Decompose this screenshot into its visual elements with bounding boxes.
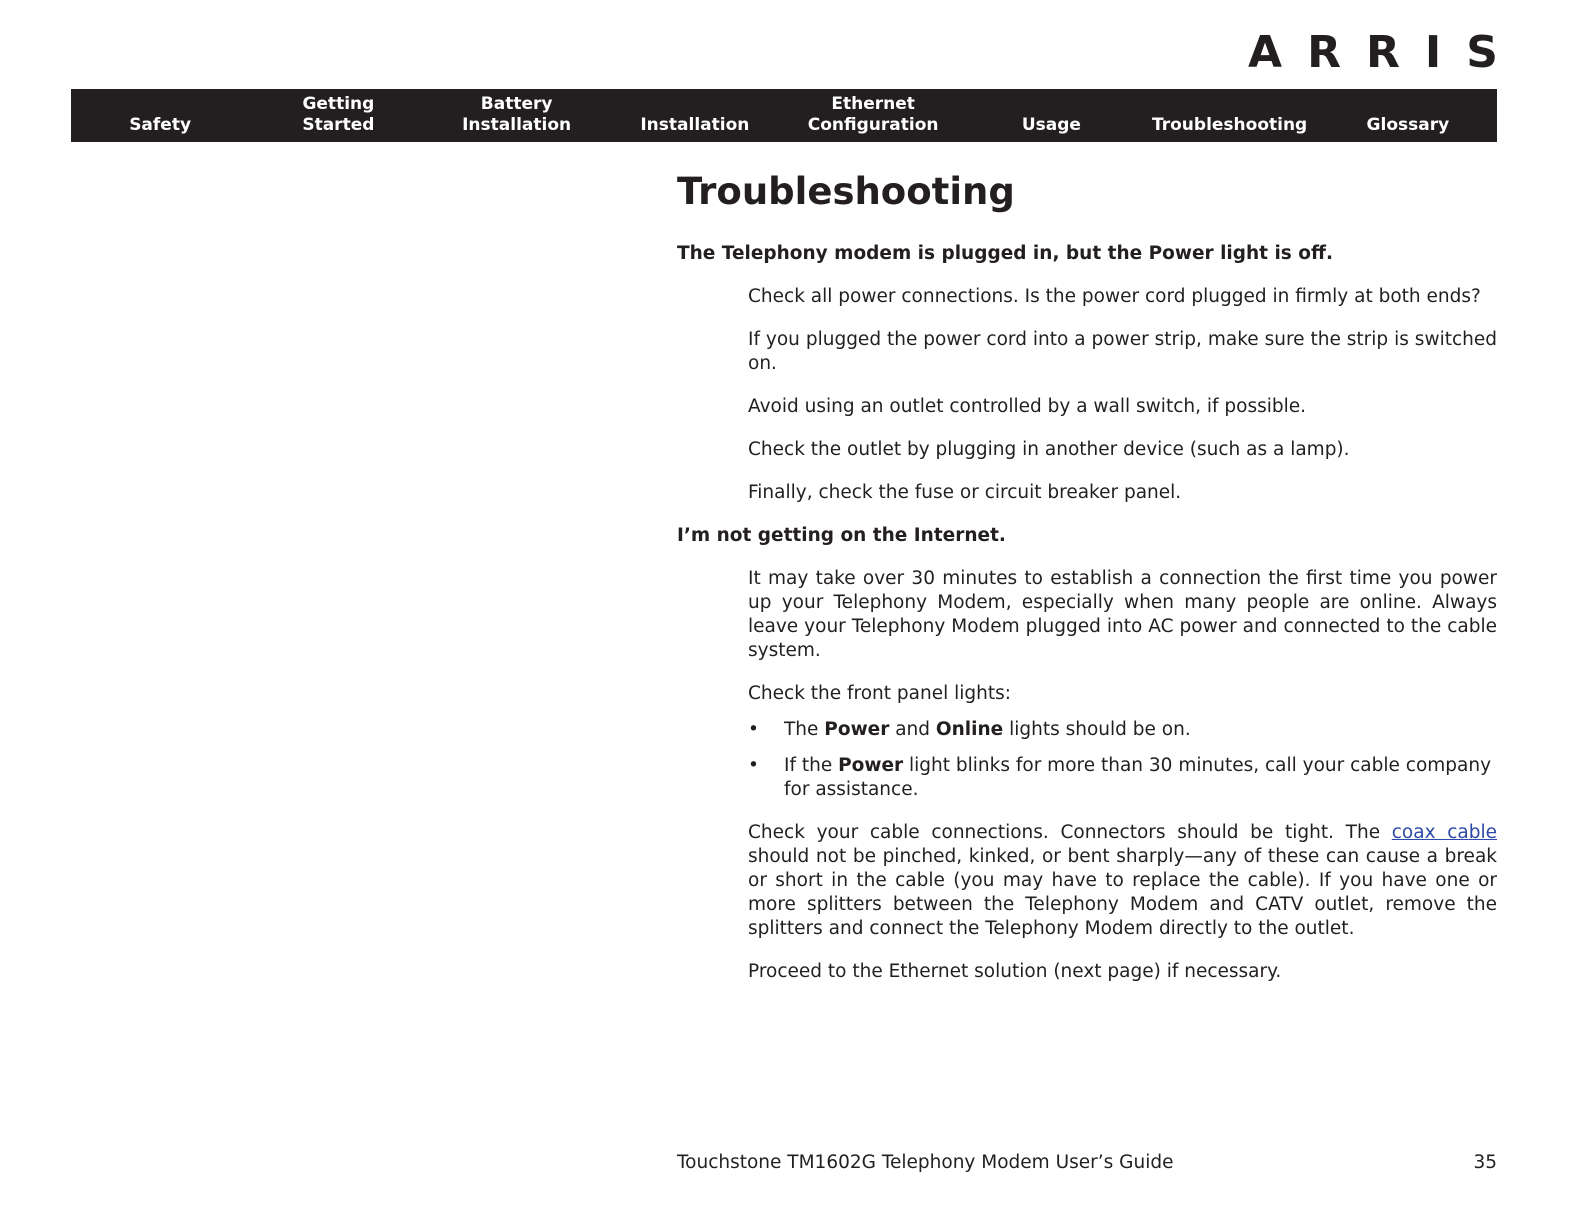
nav-troubleshooting[interactable]: Troubleshooting — [1152, 115, 1308, 135]
nav-getting-started[interactable]: Getting Started — [302, 94, 375, 135]
page-number: 35 — [1473, 1152, 1497, 1173]
chapter-nav — [71, 89, 1497, 142]
nav-safety[interactable]: Safety — [129, 115, 192, 135]
section-heading: I’m not getting on the Internet. — [677, 525, 1006, 546]
nav-ethernet-configuration[interactable]: Ethernet Configuration — [807, 94, 939, 135]
arris-logo — [1248, 30, 1498, 72]
bold-text: Online — [935, 719, 1004, 740]
text: lights should be on. — [1003, 719, 1191, 740]
text: If the — [784, 755, 839, 776]
svg-text:ARRIS: ARRIS — [1248, 30, 1498, 72]
guide-title: Touchstone TM1602G Telephony Modem User’s Guide — [677, 1152, 1174, 1173]
section-heading: The Telephony modem is plugged in, but the Power light is off. — [677, 243, 1333, 264]
text: and — [889, 719, 936, 740]
paragraph: Proceed to the Ethernet solution (next page) if necessary. — [748, 961, 1282, 982]
bullet-item — [748, 754, 1497, 802]
bullet-list — [748, 718, 1497, 802]
paragraph: Finally, check the fuse or circuit breaker panel. — [748, 482, 1182, 503]
paragraph: Check the front panel lights: — [748, 683, 1012, 704]
coax-cable-link[interactable]: coax cable — [1391, 822, 1497, 843]
bold-text: Power — [824, 719, 890, 740]
nav-usage[interactable]: Usage — [1021, 115, 1081, 135]
paragraph: Check all power connections. Is the power cord plugged in firmly at both ends? — [748, 286, 1481, 307]
paragraph: Check the outlet by plugging in another device (such as a lamp). — [748, 439, 1350, 460]
paragraph: Avoid using an outlet controlled by a wall switch, if possible. — [748, 396, 1307, 417]
bold-text: Power — [838, 755, 904, 776]
text: Check your cable connections. Connectors should be tight. The — [748, 822, 1392, 843]
text: light blinks for more than 30 minutes, call your cable company for assistance. — [784, 755, 1492, 800]
nav-battery-installation[interactable]: Battery Installation — [462, 94, 572, 135]
text: The — [784, 719, 825, 740]
page-footer — [677, 1152, 1497, 1173]
paragraph — [748, 821, 1497, 941]
text: should not be pinched, kinked, or bent sharply—any of these can cause a break or short in the cable (you may have to replace the cable). If you have one or more splitters between the Telephony Modem and CATV outlet, remove the splitters and connect the Telephony Modem directly to the outlet. — [748, 846, 1497, 939]
main-content — [677, 168, 1497, 1003]
paragraph: It may take over 30 minutes to establish a connection the first time you power up your Telephony Modem, especially when many people are online. Always leave your Telephony Modem plugged into AC power and connected to the cable system. — [748, 568, 1497, 661]
nav-installation[interactable]: Installation — [640, 115, 750, 135]
page-title: Troubleshooting — [677, 170, 1015, 213]
nav-glossary[interactable]: Glossary — [1366, 115, 1450, 135]
bullet-item — [748, 718, 1497, 742]
paragraph: If you plugged the power cord into a power strip, make sure the strip is switched on. — [748, 329, 1497, 374]
